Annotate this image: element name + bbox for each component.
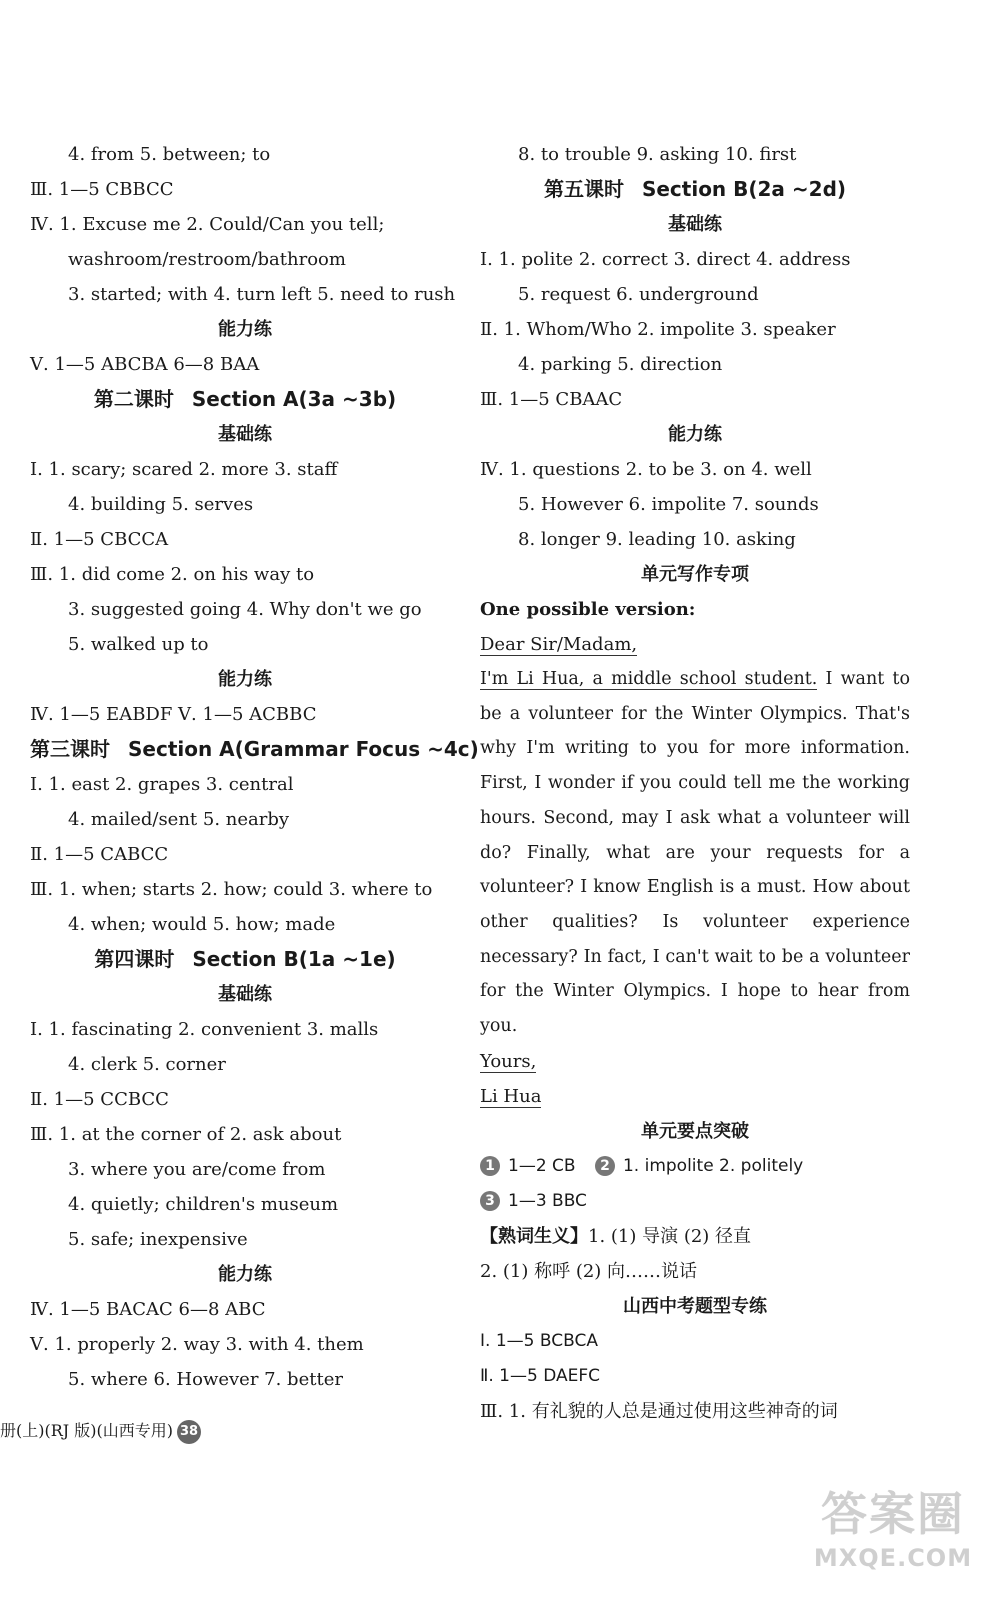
answer-line: Ⅳ. 1. Excuse me 2. Could/Can you tell; bbox=[30, 214, 385, 235]
answer-line: Ⅱ. 1—5 CBCCA bbox=[30, 529, 169, 550]
number-badge-2: 2 bbox=[595, 1156, 615, 1176]
subsection-heading: 单元写作专项 bbox=[641, 564, 749, 585]
answer-line: Ⅰ. 1. east 2. grapes 3. central bbox=[30, 774, 294, 795]
answer-line: Ⅳ. 1—5 BACAC 6—8 ABC bbox=[30, 1299, 266, 1320]
watermark-site: MXQE.COM bbox=[813, 1544, 973, 1572]
key-points-row-2: 3 1—3 BBC bbox=[480, 1184, 910, 1219]
watermark-logo: 答案圈 bbox=[821, 1487, 965, 1541]
answer-line: 5. request 6. underground bbox=[518, 284, 759, 305]
subsection-heading: 能力练 bbox=[218, 1264, 272, 1285]
answer-line: Ⅲ. 1—5 CBAAC bbox=[480, 389, 623, 410]
section-heading-en: Section B(2a ~2d) bbox=[641, 177, 847, 201]
section-heading-zh: 第二课时 bbox=[93, 387, 174, 411]
number-badge-3: 3 bbox=[480, 1191, 500, 1211]
answer-line: 5. However 6. impolite 7. sounds bbox=[518, 494, 819, 515]
left-column bbox=[30, 137, 479, 1397]
answer-line: Ⅲ. 1. at the corner of 2. ask about bbox=[30, 1124, 342, 1145]
section-heading-zh: 第五课时 bbox=[543, 177, 624, 201]
answer-line: 4. from 5. between; to bbox=[68, 144, 271, 165]
shanxi-line: Ⅰ. 1—5 BCBCA bbox=[480, 1330, 598, 1351]
answer-line: Ⅴ. 1—5 ABCBA 6—8 BAA bbox=[30, 354, 260, 375]
key-points-row-1: 1 1—2 CB 2 1. impolite 2. politely bbox=[480, 1149, 910, 1184]
number-badge-1: 1 bbox=[480, 1156, 500, 1176]
shuci-line-1: 【熟词生义】1. (1) 导演 (2) 径直 bbox=[480, 1225, 752, 1247]
shanxi-title: 山西中考题型专练 bbox=[623, 1295, 767, 1317]
answer-line: Ⅰ. 1. scary; scared 2. more 3. staff bbox=[30, 459, 338, 480]
answer-line: 8. to trouble 9. asking 10. first bbox=[518, 144, 797, 165]
essay-text: I want to be a volunteer for the Winter Olympics. That's why I'm writing to you for more information. First, I wonder if you could tell me the working hours. Second, may I ask what a volunteer will do? Finally, what are your requests for a volunteer? I know English is a must. How about other qualities? Is volunteer experience necessary? In fact, I can't wait to be a volunteer for the Winter Olympics. I hope to hear from you. bbox=[480, 669, 910, 1037]
answer-line: 5. safe; inexpensive bbox=[68, 1229, 248, 1250]
answer-line: 3. where you are/come from bbox=[68, 1159, 326, 1180]
answer-line: Ⅱ. 1—5 CABCC bbox=[30, 844, 169, 865]
answer-line: Ⅰ. 1. fascinating 2. convenient 3. malls bbox=[30, 1019, 379, 1040]
page-footer bbox=[0, 1418, 201, 1444]
answer-line: 5. where 6. However 7. better bbox=[68, 1369, 343, 1390]
answer-line: 3. started; with 4. turn left 5. need to rush bbox=[68, 284, 456, 305]
answer-line: 4. when; would 5. how; made bbox=[68, 914, 336, 935]
watermark bbox=[808, 1478, 978, 1588]
section-heading bbox=[480, 172, 910, 207]
answer-line: 4. parking 5. direction bbox=[518, 354, 723, 375]
subsection-heading: 能力练 bbox=[218, 669, 272, 690]
section-heading-zh: 第三课时 bbox=[30, 737, 110, 761]
subsection-heading: 基础练 bbox=[668, 214, 722, 235]
answer-line: Ⅱ. 1. Whom/Who 2. impolite 3. speaker bbox=[480, 319, 836, 340]
answer-line: Ⅲ. 1—5 CBBCC bbox=[30, 179, 174, 200]
answer-line: 8. longer 9. leading 10. asking bbox=[518, 529, 796, 550]
answer-line: Ⅴ. 1. properly 2. way 3. with 4. them bbox=[30, 1334, 364, 1355]
right-column bbox=[480, 137, 910, 1429]
key-points-title: 单元要点突破 bbox=[641, 1120, 749, 1142]
shuci-line-2: 2. (1) 称呼 (2) 向……说话 bbox=[480, 1260, 698, 1282]
section-heading-en: Section A(Grammar Focus ~4c) bbox=[128, 737, 479, 761]
essay-underlined-sentence: I'm Li Hua, a middle school student. bbox=[480, 669, 818, 689]
answer-line: washroom/restroom/bathroom bbox=[68, 249, 346, 270]
answer-line: 4. building 5. serves bbox=[68, 494, 254, 515]
answer-line: Ⅲ. 1. when; starts 2. how; could 3. where to bbox=[30, 879, 433, 900]
subsection-heading: 基础练 bbox=[218, 984, 272, 1005]
answer-line: 4. quietly; children's museum bbox=[68, 1194, 339, 1215]
section-heading-zh: 第四课时 bbox=[94, 947, 175, 971]
footer-text: 册(上)(RJ 版)(山西专用) bbox=[0, 1421, 174, 1440]
answer-line: Ⅲ. 1. did come 2. on his way to bbox=[30, 564, 315, 585]
essay-salutation: Dear Sir/Madam, bbox=[480, 634, 638, 655]
answer-line: Ⅱ. 1—5 CCBCC bbox=[30, 1089, 169, 1110]
section-heading-en: Section A(3a ~3b) bbox=[191, 387, 397, 411]
subsection-heading: 基础练 bbox=[218, 424, 272, 445]
shanxi-line: Ⅱ. 1—5 DAEFC bbox=[480, 1365, 601, 1386]
essay-signature: Li Hua bbox=[480, 1085, 542, 1107]
subsection-heading: 能力练 bbox=[218, 319, 272, 340]
answer-line: Ⅰ. 1. polite 2. correct 3. direct 4. address bbox=[480, 249, 851, 270]
essay-body bbox=[480, 662, 910, 1044]
answer-line: Ⅳ. 1. questions 2. to be 3. on 4. well bbox=[480, 459, 812, 480]
answer-line: 4. clerk 5. corner bbox=[68, 1054, 226, 1075]
section-heading bbox=[30, 382, 460, 417]
answer-line: One possible version: bbox=[480, 599, 696, 620]
page-number: 38 bbox=[177, 1420, 201, 1444]
section-heading-en: Section B(1a ~1e) bbox=[192, 947, 396, 971]
answer-line: Ⅳ. 1—5 EABDF Ⅴ. 1—5 ACBBC bbox=[30, 704, 317, 725]
section-heading bbox=[30, 942, 460, 977]
essay-closing: Yours, bbox=[480, 1050, 537, 1072]
section-heading bbox=[30, 732, 479, 767]
answer-line: 3. suggested going 4. Why don't we go bbox=[68, 599, 422, 620]
subsection-heading: 能力练 bbox=[668, 424, 722, 445]
answer-line: 4. mailed/sent 5. nearby bbox=[68, 809, 290, 830]
shanxi-line: Ⅲ. 1. 有礼貌的人总是通过使用这些神奇的词 bbox=[480, 1400, 838, 1422]
answer-line: 5. walked up to bbox=[68, 634, 209, 655]
